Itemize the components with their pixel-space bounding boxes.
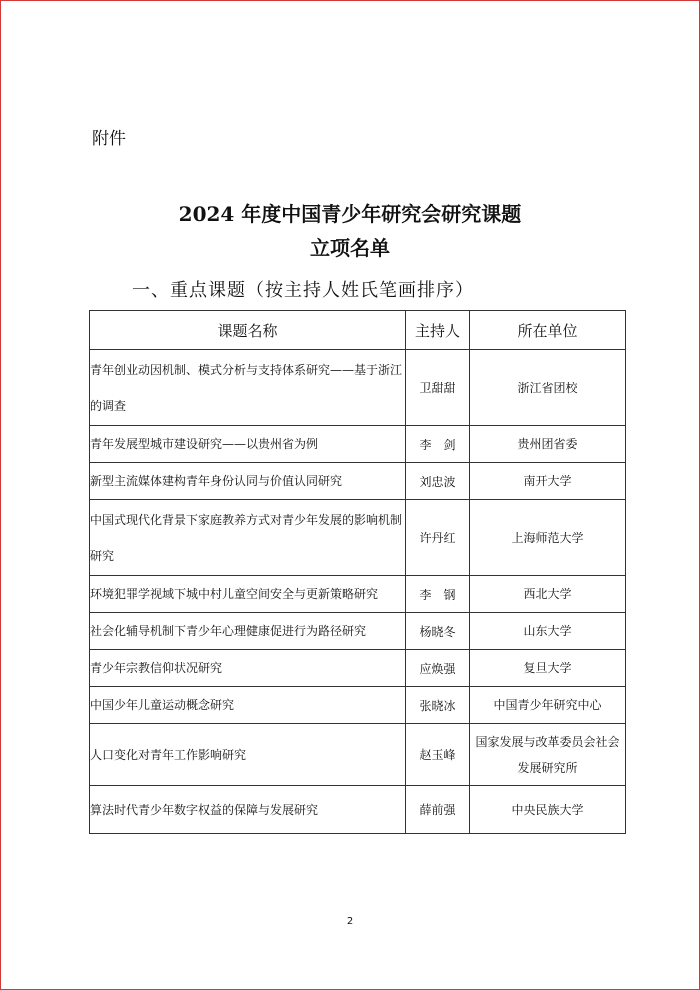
unit-cell: 中国青少年研究中心 bbox=[470, 687, 626, 724]
table-row bbox=[90, 724, 626, 786]
header-host: 主持人 bbox=[406, 311, 470, 350]
topic-cell: 青年发展型城市建设研究——以贵州省为例 bbox=[90, 426, 406, 463]
table-row bbox=[90, 350, 626, 426]
topic-cell: 青少年宗教信仰状况研究 bbox=[90, 650, 406, 687]
table-row bbox=[90, 463, 626, 500]
topic-cell: 算法时代青少年数字权益的保障与发展研究 bbox=[90, 786, 406, 834]
topic-cell: 环境犯罪学视域下城中村儿童空间安全与更新策略研究 bbox=[90, 576, 406, 613]
topic-cell: 人口变化对青年工作影响研究 bbox=[90, 724, 406, 786]
table-row bbox=[90, 500, 626, 576]
unit-cell: 浙江省团校 bbox=[470, 350, 626, 426]
unit-cell: 上海师范大学 bbox=[470, 500, 626, 576]
unit-cell: 南开大学 bbox=[470, 463, 626, 500]
page-number: 2 bbox=[346, 916, 354, 927]
table-row bbox=[90, 687, 626, 724]
table-row bbox=[90, 426, 626, 463]
table-row bbox=[90, 650, 626, 687]
document-title-line2: 立项名单 bbox=[310, 236, 390, 260]
section-heading: 一、重点课题（按主持人姓氏笔画排序） bbox=[132, 280, 474, 301]
unit-cell: 西北大学 bbox=[470, 576, 626, 613]
host-cell: 杨晓冬 bbox=[406, 613, 470, 650]
table-header-row bbox=[90, 311, 626, 350]
host-cell: 张晓冰 bbox=[406, 687, 470, 724]
unit-cell: 复旦大学 bbox=[470, 650, 626, 687]
topic-cell: 社会化辅导机制下青少年心理健康促进行为路径研究 bbox=[90, 613, 406, 650]
project-list-table bbox=[89, 310, 626, 834]
topic-cell: 中国少年儿童运动概念研究 bbox=[90, 687, 406, 724]
host-cell: 卫甜甜 bbox=[406, 350, 470, 426]
document-title-line1: 2024 年度中国青少年研究会研究课题 bbox=[178, 202, 522, 226]
host-cell: 李 剑 bbox=[406, 426, 470, 463]
host-cell: 李 钢 bbox=[406, 576, 470, 613]
host-cell: 薛前强 bbox=[406, 786, 470, 834]
topic-cell: 中国式现代化背景下家庭教养方式对青少年发展的影响机制研究 bbox=[90, 500, 406, 576]
table-row bbox=[90, 786, 626, 834]
header-topic: 课题名称 bbox=[90, 311, 406, 350]
unit-cell: 国家发展与改革委员会社会发展研究所 bbox=[470, 724, 626, 786]
table-row bbox=[90, 613, 626, 650]
unit-cell: 中央民族大学 bbox=[470, 786, 626, 834]
unit-cell: 山东大学 bbox=[470, 613, 626, 650]
host-cell: 应焕强 bbox=[406, 650, 470, 687]
topic-cell: 新型主流媒体建构青年身份认同与价值认同研究 bbox=[90, 463, 406, 500]
unit-cell: 贵州团省委 bbox=[470, 426, 626, 463]
host-cell: 许丹红 bbox=[406, 500, 470, 576]
attachment-label: 附件 bbox=[92, 129, 126, 149]
host-cell: 刘忠波 bbox=[406, 463, 470, 500]
table-row bbox=[90, 576, 626, 613]
topic-cell: 青年创业动因机制、模式分析与支持体系研究——基于浙江的调查 bbox=[90, 350, 406, 426]
host-cell: 赵玉峰 bbox=[406, 724, 470, 786]
header-unit: 所在单位 bbox=[470, 311, 626, 350]
